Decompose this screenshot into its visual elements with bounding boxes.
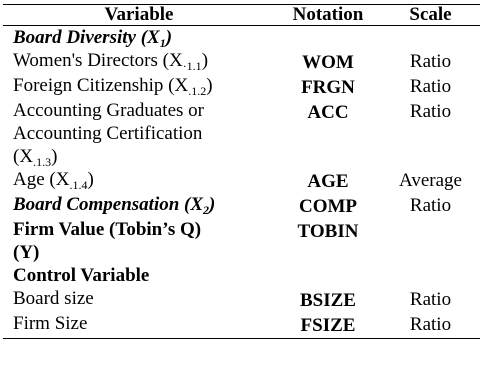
table-row xyxy=(3,74,480,99)
table-row xyxy=(3,193,480,218)
notation-cell: COMP xyxy=(298,196,358,217)
table-row xyxy=(3,26,480,50)
header-variable: Variable xyxy=(104,4,174,25)
section-heading-board-compensation: Board Compensation $(X_2)$ xyxy=(13,194,216,217)
scale-cell: Ratio xyxy=(409,195,452,216)
scale-cell: Ratio xyxy=(381,312,480,339)
notation-cell: AGE xyxy=(307,171,349,192)
variables-table xyxy=(3,4,480,339)
header-row xyxy=(3,5,480,26)
table-row xyxy=(3,264,480,287)
scale-cell: Ratio xyxy=(409,76,452,97)
section-heading-firm-value: Firm Value (Tobin’s Q) xyxy=(13,219,202,240)
scale-cell xyxy=(381,264,480,287)
notation-cell: ACC xyxy=(307,102,349,123)
table-row xyxy=(3,49,480,74)
variables-table-container xyxy=(3,4,480,339)
scale-cell: Ratio xyxy=(409,101,452,122)
notation-cell: BSIZE xyxy=(300,290,356,311)
notation-cell: TOBIN xyxy=(297,221,359,242)
variable-cell: Firm Size xyxy=(3,312,275,339)
variable-cell: Age $(X_{.1.4})$ xyxy=(13,169,94,192)
variable-cell: Board size xyxy=(13,288,94,309)
notation-cell: WOM xyxy=(302,52,354,73)
header-scale: Scale xyxy=(409,4,452,25)
scale-cell: Average xyxy=(399,170,462,191)
scale-cell xyxy=(381,26,480,50)
table-row xyxy=(3,312,480,339)
variable-cell: Firm Value (Tobin’s Q) (Y) xyxy=(3,218,275,264)
variable-cell xyxy=(3,26,275,50)
variable-cell: Accounting Graduates or Accounting Certification $(X_{.1.3})$ xyxy=(13,100,204,169)
table-row xyxy=(3,168,480,193)
table-row xyxy=(3,287,480,312)
variable-cell: Foreign Citizenship $(X_{.1.2})$ xyxy=(13,75,213,98)
notation-cell xyxy=(275,264,381,287)
section-heading-control-variable: Control Variable xyxy=(13,265,150,286)
table-row xyxy=(3,218,480,264)
table-row xyxy=(3,99,480,168)
scale-cell: Ratio xyxy=(409,289,452,310)
scale-cell: Ratio xyxy=(409,51,452,72)
notation-cell: FRGN xyxy=(301,77,355,98)
header-notation: Notation xyxy=(292,4,364,25)
table-header xyxy=(3,5,480,26)
section-heading-board-diversity: Board Diversity $(X_1)$ xyxy=(13,27,173,50)
notation-cell: FSIZE xyxy=(275,312,381,339)
notation-cell xyxy=(275,26,381,50)
table-body xyxy=(3,26,480,339)
variable-cell: Women's Directors $(X_{\cdot 1.1})$ xyxy=(13,50,209,73)
variable-cell xyxy=(3,193,275,218)
scale-cell xyxy=(381,218,480,264)
